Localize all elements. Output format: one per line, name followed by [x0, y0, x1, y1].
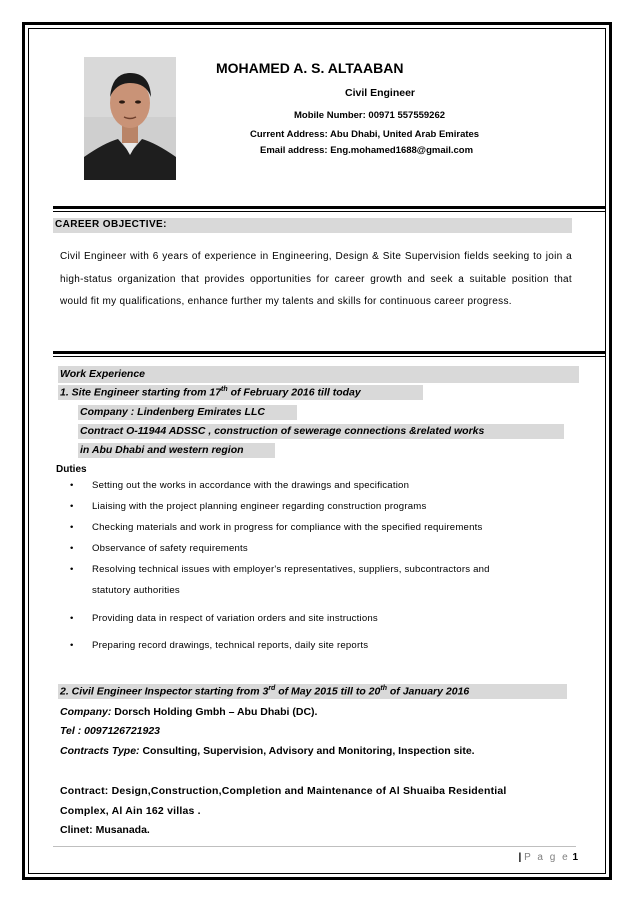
list-item: • Liaising with the project planning engineer regarding construction programs — [70, 501, 427, 512]
list-item: • Providing data in respect of variation orders and site instructions — [70, 613, 378, 624]
work-heading: Work Experience — [60, 368, 146, 380]
job1-title: 1. Site Engineer starting from 17th of February 2016 till today — [60, 386, 361, 399]
job2-client: Clinet: Musanada. — [60, 824, 150, 836]
job1-contract-line2: in Abu Dhabi and western region — [80, 444, 244, 456]
job2-tel: Tel : 0097126721923 — [60, 725, 161, 737]
job-title: Civil Engineer — [345, 87, 416, 99]
footer-rule — [53, 846, 576, 847]
section-rule-thin — [53, 211, 606, 212]
section-rule — [53, 206, 606, 209]
job1-company: Company : Lindenberg Emirates LLC — [80, 406, 265, 418]
mobile-number: Mobile Number: 00971 557559262 — [294, 110, 446, 121]
page-footer: | P a g e 1 — [518, 852, 578, 863]
section-rule — [53, 351, 606, 354]
job2-title: 2. Civil Engineer Inspector starting from 3rd of May 2015 till to 20th of January 2016 — [60, 685, 470, 698]
candidate-name: MOHAMED A. S. ALTAABAN — [216, 60, 404, 76]
duties-list — [56, 480, 576, 661]
list-item: • Checking materials and work in progress for compliance with the specified requirements — [70, 522, 483, 533]
duties-heading: Duties — [56, 464, 87, 475]
list-item: • Observance of safety requirements — [70, 543, 248, 554]
career-objective-text: Civil Engineer with 6 years of experience in Engineering, Design & Site Supervision fields seeking to join a high-status organization that provides opportunities for career growth and seek a suitable position that would fit my qualifications, enhance further my talents and skills for continuous career progress. — [60, 251, 572, 307]
list-item: • Setting out the works in accordance with the drawings and specification — [70, 480, 410, 491]
profile-photo — [84, 57, 176, 180]
job1-contract-line1: Contract O-11944 ADSSC , construction of sewerage connections &related works — [80, 425, 485, 437]
current-address: Current Address: Abu Dhabi, United Arab Emirates — [250, 129, 480, 140]
list-item: • Resolving technical issues with employer's representatives, suppliers, subcontractors and — [70, 564, 490, 575]
career-heading: CAREER OBJECTIVE: — [55, 219, 167, 230]
email-address: Email address: Eng.mohamed1688@gmail.com — [260, 145, 474, 156]
job2-company: Company: Dorsch Holding Gmbh – Abu Dhabi (DC). — [60, 706, 318, 718]
job2-contracts-type: Contracts Type: Consulting, Supervision, Advisory and Monitoring, Inspection site. — [60, 745, 475, 757]
job2-contract-desc-1: Contract: Design,Construction,Completion and Maintenance of Al Shuaiba Residential — [60, 785, 507, 797]
list-item-continuation: statutory authorities — [92, 585, 180, 596]
job2-contract-desc-2: Complex, Al Ain 162 villas . — [60, 805, 201, 817]
section-rule-thin — [53, 356, 606, 357]
list-item: • Preparing record drawings, technical reports, daily site reports — [70, 640, 369, 651]
